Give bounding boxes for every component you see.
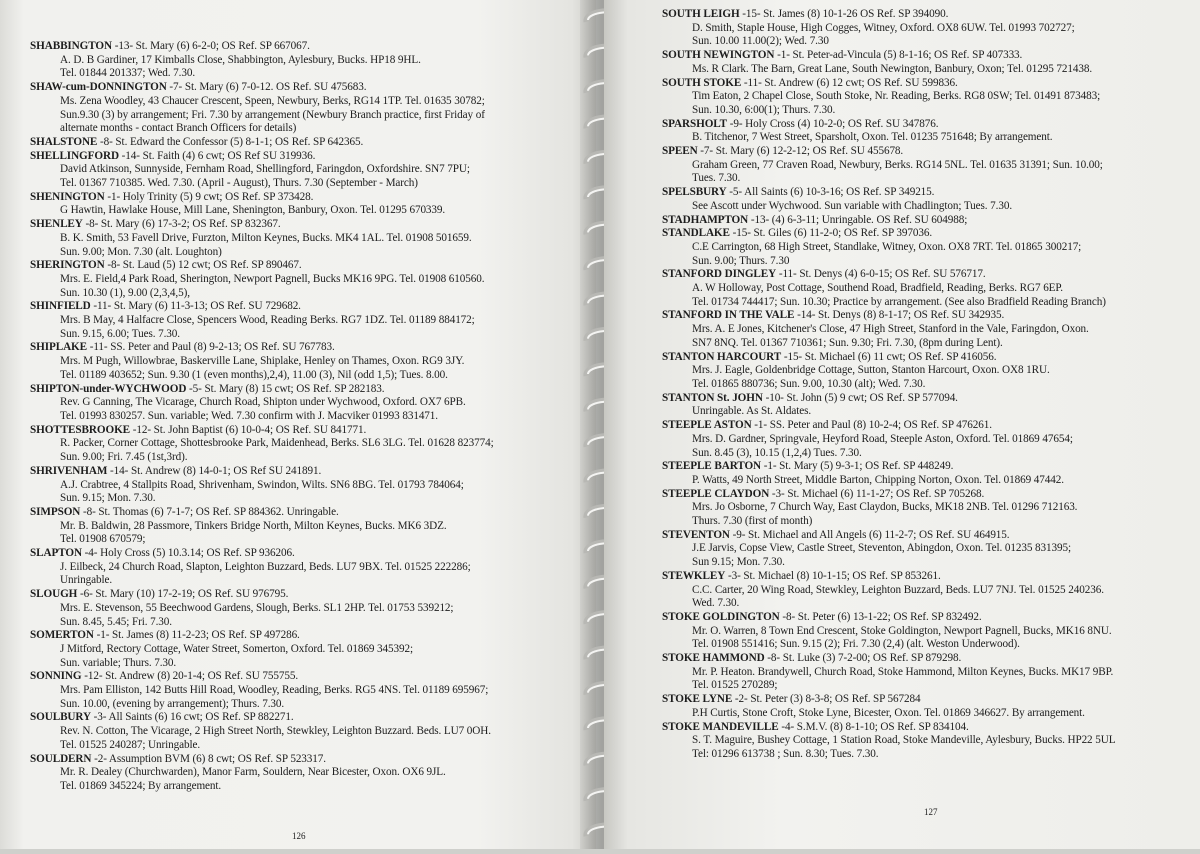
directory-entry	[30, 300, 582, 341]
entry-details: -14- St. Denys (8) 8-1-17; OS Ref. SU 342935.	[794, 309, 1005, 322]
entry-name: SOUTH LEIGH	[662, 8, 740, 20]
directory-entry	[30, 711, 582, 752]
directory-entry	[30, 547, 582, 588]
entry-contact-line: Rev. G Canning, The Vicarage, Church Road, Shipton under Wychwood, Oxford. OX7 6PB.	[60, 396, 466, 409]
entry-contact-line: Sun. 9.15, 6.00; Tues. 7.30.	[60, 327, 180, 340]
entry-heading	[662, 186, 1190, 200]
entry-details: -1- St. Mary (5) 9-3-1; OS Ref. SP 448249.	[761, 460, 954, 473]
entry-details: -8- St. Luke (3) 7-2-00; OS Ref. SP 879298.	[764, 652, 962, 665]
entry-contact-line: Sun. 10.00 11.00(2); Wed. 7.30	[692, 35, 829, 48]
entry-contact-line: A. W Holloway, Post Cottage, Southend Road, Bradfield, Reading, Berks. RG7 6EP.	[692, 282, 1063, 295]
entry-heading	[662, 145, 1190, 159]
entry-heading	[662, 309, 1190, 323]
entry-heading	[662, 488, 1190, 502]
entry-contact-line: Sun. 9.00; Thurs. 7.30	[692, 254, 790, 267]
entry-details: -11- St. Andrew (6) 12 cwt; OS Ref. SU 599836.	[741, 76, 958, 89]
directory-entry	[30, 588, 582, 629]
entry-heading	[662, 77, 1190, 91]
entry-name: SOUTH NEWINGTON	[662, 49, 775, 62]
entry-name: STOKE GOLDINGTON	[662, 610, 780, 623]
directory-entry	[662, 419, 1190, 460]
entry-heading	[30, 300, 582, 314]
entry-details: -1- St. James (8) 11-2-23; OS Ref. SP 497286.	[93, 629, 300, 642]
entry-contact-line: J. Eilbeck, 24 Church Road, Slapton, Leighton Buzzard, Beds. LU7 9BX. Tel. 01525 222286;	[60, 560, 471, 573]
entry-contact-line: Thurs. 7.30 (first of month)	[692, 515, 813, 528]
entry-heading	[662, 214, 1190, 228]
entry-contact-line: Tel. 01908 670579;	[60, 533, 146, 546]
entry-contact-line: Ms. R Clark. The Barn, Great Lane, South Newington, Banbury, Oxon; Tel. 01295 721438.	[692, 62, 1093, 75]
entry-name: STANDLAKE	[662, 227, 730, 240]
page-number-left: 126	[292, 831, 306, 841]
entry-contact-line: S. T. Maguire, Bushey Cottage, 1 Station Road, Stoke Mandeville, Aylesbury, Bucks. HP22 5UL	[692, 734, 1116, 747]
entry-details: -3- St. Michael (8) 10-1-15; OS Ref. SP 853261.	[725, 569, 941, 582]
entry-heading	[662, 611, 1190, 625]
directory-entry	[662, 49, 1190, 76]
entry-contact-line: A. D. B Gardiner, 17 Kimballs Close, Shabbington, Aylesbury, Bucks. HP18 9HL.	[60, 53, 421, 66]
entry-name: SHIPLAKE	[30, 341, 88, 354]
entry-heading	[662, 652, 1190, 666]
left-page	[0, 0, 596, 849]
entry-contact-line: J Mitford, Rectory Cottage, Water Street, Somerton, Oxford. Tel. 01869 345392;	[60, 642, 414, 655]
entry-details: -12- St. John Baptist (6) 10-0-4; OS Ref. SU 841771.	[130, 423, 367, 436]
entry-heading	[30, 150, 582, 164]
entry-contact-line: Mrs. M Pugh, Willowbrae, Baskerville Lane, Shiplake, Henley on Thames, Oxon. RG9 3JY.	[60, 355, 465, 368]
directory-entry	[662, 392, 1190, 419]
entry-details: -15- St. Michael (6) 11 cwt; OS Ref. SP 416056.	[781, 350, 997, 363]
directory-entry	[30, 218, 582, 259]
entry-contact-line: P. Watts, 49 North Street, Middle Barton, Chipping Norton, Oxon. Tel. 01869 47442.	[692, 473, 1064, 486]
entry-heading	[662, 392, 1190, 406]
entry-name: SHENINGTON	[30, 190, 105, 203]
entry-contact-line: Tel: 01296 613738 ; Sun. 8.30; Tues. 7.30.	[692, 747, 879, 760]
entry-details: -5- St. Mary (8) 15 cwt; OS Ref. SP 282183.	[186, 382, 385, 395]
entry-heading	[30, 711, 582, 725]
directory-entry	[662, 186, 1190, 213]
entry-contact-line: Wed. 7.30.	[692, 597, 740, 610]
entry-heading	[662, 8, 1190, 22]
entry-contact-line: Unringable.	[60, 574, 113, 587]
entry-contact-line: SN7 8NQ. Tel. 01367 710361; Sun. 9.30; Fri. 7.30, (8pm during Lent).	[692, 336, 1003, 349]
entry-heading	[30, 218, 582, 232]
directory-entry	[30, 40, 582, 81]
entry-contact-line: Tues. 7.30.	[692, 172, 741, 185]
entry-details: -1- Holy Trinity (5) 9 cwt; OS Ref. SP 373428.	[104, 190, 314, 203]
entry-heading	[662, 419, 1190, 433]
directory-entry	[30, 259, 582, 300]
entry-heading	[30, 588, 582, 602]
entry-heading	[30, 136, 582, 150]
entry-name: SHELLINGFORD	[30, 149, 119, 162]
entry-details: -4- S.M.V. (8) 8-1-10; OS Ref. SP 834104.	[778, 720, 969, 733]
entry-contact-line: Sun 9.15; Mon. 7.30.	[692, 556, 785, 569]
entry-name: SHENLEY	[30, 218, 83, 231]
entry-details: -14- St. Andrew (8) 14-0-1; OS Ref SU 241891.	[107, 464, 322, 477]
entry-details: -7- St. Mary (6) 7-0-12. OS Ref. SU 475683.	[166, 81, 367, 94]
page-number-right: 127	[924, 807, 938, 817]
entry-details: -2- Assumption BVM (6) 8 cwt; OS Ref. SP 523317.	[91, 752, 326, 765]
entry-name: STANFORD DINGLEY	[662, 268, 777, 281]
entry-details: -11- St. Denys (4) 6-0-15; OS Ref. SU 576717.	[776, 268, 986, 281]
entry-contact-line: B. K. Smith, 53 Favell Drive, Furzton, Milton Keynes, Bucks. MK4 1AL. Tel. 01908 501659.	[60, 231, 472, 244]
entry-contact-line: Mr. B. Baldwin, 28 Passmore, Tinkers Bridge North, Milton Keynes, Bucks. MK6 3DZ.	[60, 519, 447, 532]
entry-name: SHABBINGTON	[30, 40, 113, 52]
entry-name: SPELSBURY	[662, 186, 727, 199]
entry-contact-line: Sun. 9.15; Mon. 7.30.	[60, 492, 156, 505]
directory-entry	[662, 611, 1190, 652]
directory-entry	[662, 570, 1190, 611]
directory-entry	[30, 506, 582, 547]
entry-heading	[30, 670, 582, 684]
entry-details: -13- St. Mary (6) 6-2-0; OS Ref. SP 667067.	[112, 40, 310, 52]
entry-name: STANFORD IN THE VALE	[662, 309, 795, 322]
entry-contact-line: Sun. 10.00, (evening by arrangement); Thurs. 7.30.	[60, 697, 285, 710]
directory-entry	[662, 145, 1190, 186]
entry-heading	[30, 547, 582, 561]
entry-contact-line: Tel. 01525 270289;	[692, 679, 778, 692]
entry-contact-line: Graham Green, 77 Craven Road, Newbury, Berks. RG14 5NL. Tel. 01635 31391; Sun. 10.00;	[692, 158, 1103, 171]
entry-contact-line: Mrs. E. Stevenson, 55 Beechwood Gardens, Slough, Berks. SL1 2HP. Tel. 01753 539212;	[60, 601, 454, 614]
entry-name: STOKE MANDEVILLE	[662, 720, 779, 733]
entry-heading	[30, 424, 582, 438]
entry-contact-line: Mrs. Pam Elliston, 142 Butts Hill Road, Woodley, Reading, Berks. RG5 4NS. Tel. 01189 695967;	[60, 684, 489, 697]
entry-heading	[30, 506, 582, 520]
directory-entry	[30, 81, 582, 136]
entry-name: SOULDERN	[30, 752, 92, 765]
entry-heading	[30, 465, 582, 479]
entry-name: SHIPTON-under-WYCHWOOD	[30, 382, 187, 395]
entry-contact-line: Mr. P. Heaton. Brandywell, Church Road, Stoke Hammond, Milton Keynes, Bucks. MK17 9BP.	[692, 665, 1114, 678]
entry-contact-line: Mrs. E. Field,4 Park Road, Sherington, Newport Pagnell, Bucks MK16 9PG. Tel. 01908 610560.	[60, 272, 485, 285]
entry-details: -7- St. Mary (6) 12-2-12; OS Ref. SU 455678.	[697, 145, 904, 158]
entry-details: -12- St. Andrew (8) 20-1-4; OS Ref. SU 755755.	[81, 670, 299, 683]
entry-name: SONNING	[30, 670, 82, 683]
entry-details: -6- St. Mary (10) 17-2-19; OS Ref. SU 976795.	[77, 588, 289, 601]
entry-name: SIMPSON	[30, 505, 81, 518]
entry-contact-line: C.E Carrington, 68 High Street, Standlake, Witney, Oxon. OX8 7RT. Tel. 01865 300217;	[692, 240, 1082, 253]
entry-contact-line: Sun. variable; Thurs. 7.30.	[60, 656, 177, 669]
entry-name: SHALSTONE	[30, 135, 98, 148]
entry-heading	[662, 529, 1190, 543]
directory-entry	[662, 652, 1190, 693]
entry-details: -1- St. Peter-ad-Vincula (5) 8-1-16; OS Ref. SP 407333.	[774, 49, 1023, 62]
entry-contact-line: J.E Jarvis, Copse View, Castle Street, Steventon, Abingdon, Oxon. Tel. 01235 831395;	[692, 542, 1071, 555]
directory-entry	[30, 629, 582, 670]
directory-entry	[30, 191, 582, 218]
entry-contact-line: Tel. 01525 240287; Unringable.	[60, 738, 201, 751]
entry-name: SOMERTON	[30, 629, 94, 642]
entry-details: -8- St. Edward the Confessor (5) 8-1-1; OS Ref. SP 642365.	[97, 135, 364, 148]
directory-entry	[662, 118, 1190, 145]
directory-entry	[662, 268, 1190, 309]
entry-contact-line: C.C. Carter, 20 Wing Road, Stewkley, Leighton Buzzard, Beds. LU7 7NJ. Tel. 01525 240236.	[692, 583, 1104, 596]
entry-contact-line: A.J. Crabtree, 4 Stallpits Road, Shrivenham, Swindon, Wilts. SN6 8BG. Tel. 01793 784064;	[60, 478, 464, 491]
entry-contact-line: Sun. 10.30 (1), 9.00 (2,3,4,5),	[60, 286, 190, 299]
entry-contact-line: R. Packer, Corner Cottage, Shottesbrooke Park, Maidenhead, Berks. SL6 3LG. Tel. 01628 823774;	[60, 437, 494, 450]
entry-details: -11- St. Mary (6) 11-3-13; OS Ref. SU 729682.	[90, 300, 301, 313]
entry-name: SHAW-cum-DONNINGTON	[30, 81, 167, 94]
entry-heading	[30, 40, 582, 54]
entry-contact-line: Mrs. Jo Osborne, 7 Church Way, East Claydon, Bucks, MK18 2NB. Tel. 01296 712163.	[692, 501, 1078, 514]
entry-contact-line: Mr. O. Warren, 8 Town End Crescent, Stoke Goldington, Newport Pagnell, Bucks, MK16 8NU.	[692, 624, 1112, 637]
entry-name: SHOTTESBROOKE	[30, 423, 131, 436]
entry-name: SHRIVENHAM	[30, 464, 108, 477]
entry-contact-line: Unringable. As St. Aldates.	[692, 405, 812, 418]
entry-details: -8- St. Peter (6) 13-1-22; OS Ref. SP 832492.	[779, 610, 982, 623]
entry-heading	[30, 259, 582, 273]
right-page	[604, 0, 1200, 849]
entry-heading	[662, 351, 1190, 365]
entry-contact-line: Mrs. B May, 4 Halfacre Close, Spencers Wood, Reading Berks. RG7 1DZ. Tel. 01189 884172;	[60, 314, 475, 327]
entry-heading	[662, 460, 1190, 474]
entry-contact-line: Mrs. J. Eagle, Goldenbridge Cottage, Sutton, Stanton Harcourt, Oxon. OX8 1RU.	[692, 364, 1050, 377]
entry-heading	[662, 721, 1190, 735]
directory-entry	[30, 341, 582, 382]
directory-entry	[662, 460, 1190, 487]
directory-entry	[30, 753, 582, 794]
entry-contact-line: Mrs. A. E Jones, Kitchener's Close, 47 High Street, Stanford in the Vale, Faringdon, Oxon.	[692, 323, 1089, 336]
entry-contact-line: Ms. Zena Woodley, 43 Chaucer Crescent, Speen, Newbury, Berks, RG14 1TP. Tel. 01635 30782;	[60, 94, 485, 107]
entry-name: SLAPTON	[30, 547, 82, 560]
entry-contact-line: Sun. 8.45 (3), 10.15 (1,2,4) Tues. 7.30.	[692, 446, 862, 459]
entry-details: -14- St. Faith (4) 6 cwt; OS Ref SU 319936.	[118, 149, 316, 162]
entry-name: SOUTH STOKE	[662, 76, 742, 89]
directory-entry	[30, 383, 582, 424]
entry-contact-line: Tel. 01189 403652; Sun. 9.30 (1 (even months),2,4), 11.00 (3), Nil (odd 1,5); Tues. 8.00.	[60, 368, 448, 381]
entry-name: STEEPLE BARTON	[662, 460, 762, 473]
entry-name: STADHAMPTON	[662, 213, 749, 226]
entry-heading	[662, 570, 1190, 584]
entry-details: -10- St. John (5) 9 cwt; OS Ref. SP 577094.	[762, 391, 958, 404]
directory-entry	[662, 721, 1190, 762]
entry-heading	[662, 227, 1190, 241]
directory-entry	[662, 488, 1190, 529]
entry-contact-line: Sun.9.30 (3) by arrangement; Fri. 7.30 by arrangement (Newbury Branch practice, first Friday of	[60, 108, 485, 121]
directory-entry	[30, 670, 582, 711]
entry-contact-line: Tel. 01844 201337; Wed. 7.30.	[60, 67, 196, 80]
directory-entry	[30, 136, 582, 150]
entry-details: -5- All Saints (6) 10-3-16; OS Ref. SP 349215.	[726, 186, 935, 199]
entry-details: -9- St. Michael and All Angels (6) 11-2-7; OS Ref. SU 464915.	[729, 528, 1010, 541]
entry-name: STEEPLE ASTON	[662, 419, 752, 432]
entry-name: STEVENTON	[662, 528, 730, 541]
entry-contact-line: Tel. 01869 345224; By arrangement.	[60, 779, 222, 792]
entry-heading	[662, 693, 1190, 707]
directory-entry	[662, 693, 1190, 720]
entry-details: -4- Holy Cross (5) 10.3.14; OS Ref. SP 936206.	[81, 547, 295, 560]
entry-details: -8- St. Thomas (6) 7-1-7; OS Ref. SP 884362. Unringable.	[80, 505, 339, 518]
entry-contact-line: See Ascott under Wychwood. Sun variable with Chadlington; Tues. 7.30.	[692, 199, 1013, 212]
entry-name: STEEPLE CLAYDON	[662, 487, 770, 500]
entry-details: -8- St. Mary (6) 17-3-2; OS Ref. SP 832367.	[82, 218, 281, 231]
entry-name: STOKE HAMMOND	[662, 652, 765, 665]
entry-details: -2- St. Peter (3) 8-3-8; OS Ref. SP 567284	[732, 693, 921, 706]
entry-heading	[30, 191, 582, 205]
directory-entry	[662, 77, 1190, 118]
entry-contact-line: Mrs. D. Gardner, Springvale, Heyford Road, Steeple Aston, Oxford. Tel. 01869 47654;	[692, 432, 1073, 445]
entry-heading	[662, 49, 1190, 63]
entry-details: -3- All Saints (6) 16 cwt; OS Ref. SP 882271.	[90, 711, 294, 724]
entry-contact-line: Tel. 01367 710385. Wed. 7.30. (April - August), Thurs. 7.30 (September - March)	[60, 177, 418, 190]
entry-contact-line: G Hawtin, Hawlake House, Mill Lane, Shenington, Banbury, Oxon. Tel. 01295 670339.	[60, 204, 446, 217]
entry-contact-line: B. Titchenor, 7 West Street, Sparsholt, Oxon. Tel. 01235 751648; By arrangement.	[692, 131, 1053, 144]
entry-contact-line: Mr. R. Dealey (Churchwarden), Manor Farm, Souldern, Near Bicester, Oxon. OX6 9JL.	[60, 766, 446, 779]
entry-name: SPEEN	[662, 145, 698, 158]
left-entry-list	[30, 40, 582, 794]
entry-contact-line: Tel. 01993 830257. Sun. variable; Wed. 7.30 confirm with J. Macviker 01993 831471.	[60, 409, 438, 422]
entry-name: STANTON St. JOHN	[662, 391, 763, 404]
entry-heading	[662, 268, 1190, 282]
directory-entry	[662, 227, 1190, 268]
entry-heading	[30, 341, 582, 355]
directory-entry	[30, 465, 582, 506]
entry-heading	[30, 753, 582, 767]
directory-entry	[662, 351, 1190, 392]
entry-name: SLOUGH	[30, 588, 78, 601]
right-entry-list	[662, 8, 1190, 762]
entry-name: SOULBURY	[30, 711, 91, 724]
entry-details: -11- SS. Peter and Paul (8) 9-2-13; OS Ref. SU 767783.	[87, 341, 335, 354]
directory-entry	[662, 214, 1190, 228]
entry-contact-line: David Atkinson, Sunnyside, Fernham Road, Shellingford, Faringdon, Oxfordshire. SN7 7PU;	[60, 163, 470, 176]
entry-name: STEWKLEY	[662, 569, 726, 582]
entry-contact-line: alternate months - contact Branch Officers for details)	[60, 122, 297, 135]
entry-name: STOKE LYNE	[662, 693, 733, 706]
entry-name: STANTON HARCOURT	[662, 350, 782, 363]
entry-contact-line: Sun. 9.00; Fri. 7.45 (1st,3rd).	[60, 451, 188, 464]
entry-contact-line: D. Smith, Staple House, High Cogges, Witney, Oxford. OX8 6UW. Tel. 01993 702727;	[692, 21, 1075, 34]
entry-name: SPARSHOLT	[662, 117, 728, 130]
entry-contact-line: Sun. 8.45, 5.45; Fri. 7.30.	[60, 615, 172, 628]
entry-heading	[662, 118, 1190, 132]
entry-contact-line: Sun. 9.00; Mon. 7.30 (alt. Loughton)	[60, 245, 222, 258]
directory-entry	[662, 529, 1190, 570]
directory-entry	[662, 309, 1190, 350]
entry-details: -3- St. Michael (6) 11-1-27; OS Ref. SP 705268.	[769, 487, 985, 500]
entry-heading	[30, 383, 582, 397]
entry-details: -1- SS. Peter and Paul (8) 10-2-4; OS Ref. SP 476261.	[751, 419, 992, 432]
entry-name: SHERINGTON	[30, 259, 105, 272]
entry-name: SHINFIELD	[30, 300, 91, 313]
entry-details: -15- St. Giles (6) 11-2-0; OS Ref. SP 397036.	[729, 227, 933, 240]
directory-entry	[662, 8, 1190, 49]
entry-contact-line: Rev. N. Cotton, The Vicarage, 2 High Street North, Stewkley, Leighton Buzzard. Beds. LU7 0OH.	[60, 725, 491, 738]
directory-entry	[30, 424, 582, 465]
entry-contact-line: P.H Curtis, Stone Croft, Stoke Lyne, Bicester, Oxon. Tel. 01869 346627. By arrangement.	[692, 706, 1085, 719]
entry-details: -8- St. Laud (5) 12 cwt; OS Ref. SP 890467.	[104, 259, 302, 272]
entry-details: -9- Holy Cross (4) 10-2-0; OS Ref. SU 347876.	[727, 117, 939, 130]
entry-details: -15- St. James (8) 10-1-26 OS Ref. SP 394090.	[739, 8, 949, 20]
entry-details: -13- (4) 6-3-11; Unringable. OS Ref. SU 604988;	[748, 213, 968, 226]
entry-contact-line: Tel. 01908 551416; Sun. 9.15 (2); Fri. 7.30 (2,4) (alt. Weston Underwood).	[692, 638, 1020, 651]
entry-contact-line: Tim Eaton, 2 Chapel Close, South Stoke, Nr. Reading, Berks. RG8 0SW; Tel. 01491 873483;	[692, 90, 1101, 103]
directory-entry	[30, 150, 582, 191]
entry-heading	[30, 629, 582, 643]
entry-contact-line: Tel. 01734 744417; Sun. 10.30; Practice by arrangement. (See also Bradfield Reading Branch)	[692, 295, 1106, 308]
entry-heading	[30, 81, 582, 95]
entry-contact-line: Tel. 01865 880736; Sun. 9.00, 10.30 (alt); Wed. 7.30.	[692, 377, 926, 390]
entry-contact-line: Sun. 10.30, 6:00(1); Thurs. 7.30.	[692, 103, 836, 116]
